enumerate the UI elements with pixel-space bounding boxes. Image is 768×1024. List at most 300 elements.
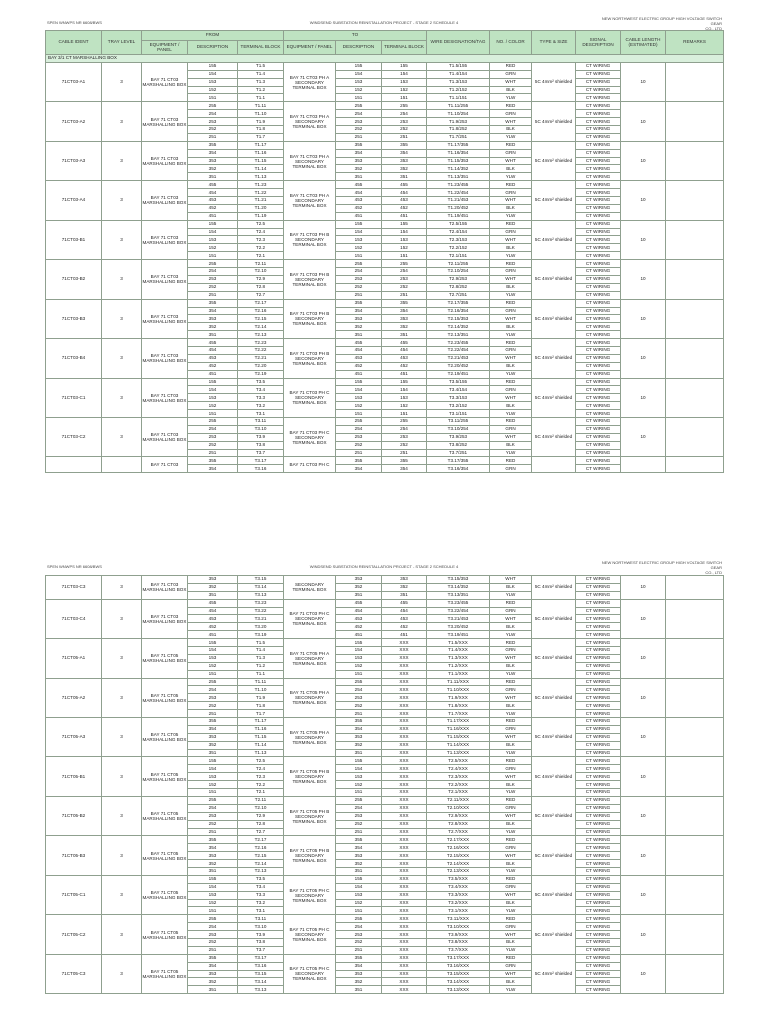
from-terminal-block: T3.3 — [238, 394, 284, 402]
wire-color: GRN — [490, 923, 532, 931]
wire-designation: T3.7/XXX — [427, 946, 490, 954]
from-terminal-block: T3.13 — [238, 986, 284, 994]
from-terminal-block: T3.16 — [238, 465, 284, 473]
cable-length: 10 — [621, 718, 666, 757]
wire-designation: T2.4/154 — [427, 228, 490, 236]
cable-ident: 71CT03-C3 — [46, 576, 102, 600]
signal-description: CT WIRING — [576, 576, 621, 584]
col-tray-level: TRAY LEVEL — [102, 31, 142, 55]
signal-description: CT WIRING — [576, 133, 621, 141]
remarks — [666, 718, 724, 757]
wire-color: YLW — [490, 749, 532, 757]
to-terminal-block: 255 — [382, 260, 427, 268]
wire-designation: T3.23/455 — [427, 599, 490, 607]
wire-color: RED — [490, 796, 532, 804]
to-equipment: BAY 71 CT05 PH A SECONDARY TERMINAL BOX — [284, 639, 336, 678]
wire-designation: T1.5/XXX — [427, 639, 490, 647]
signal-description: CT WIRING — [576, 654, 621, 662]
to-description: 251 — [336, 828, 382, 836]
table-row — [46, 836, 724, 844]
from-equipment: BAY 71 CT03 MARSHALLING BOX — [142, 62, 188, 101]
to-terminal-block: XXX — [382, 812, 427, 820]
wire-color: WHT — [490, 78, 532, 86]
from-terminal-block: T3.5 — [238, 378, 284, 386]
signal-description: CT WIRING — [576, 623, 621, 631]
to-description: 151 — [336, 252, 382, 260]
wire-color: WHT — [490, 773, 532, 781]
signal-description: CT WIRING — [576, 102, 621, 110]
signal-description: CT WIRING — [576, 370, 621, 378]
wire-designation: T2.9/XXX — [427, 812, 490, 820]
to-terminal-block: XXX — [382, 836, 427, 844]
table-body — [46, 55, 724, 473]
cable-length: 10 — [621, 954, 666, 993]
wire-color: YLW — [490, 291, 532, 299]
from-terminal-block: T3.19 — [238, 631, 284, 639]
to-terminal-block: XXX — [382, 757, 427, 765]
to-terminal-block: XXX — [382, 796, 427, 804]
from-terminal-block: T1.4 — [238, 70, 284, 78]
to-description: 153 — [336, 394, 382, 402]
to-terminal-block: XXX — [382, 820, 427, 828]
type-size: 5C 4mm² shielded — [532, 875, 576, 914]
to-description: 453 — [336, 354, 382, 362]
tray-level: 3 — [102, 757, 142, 796]
from-description: 152 — [188, 662, 238, 670]
from-equipment: BAY 71 CT03 MARSHALLING BOX — [142, 260, 188, 299]
from-terminal-block: T2.17 — [238, 299, 284, 307]
wire-designation: T2.2/XXX — [427, 781, 490, 789]
from-terminal-block: T2.7 — [238, 828, 284, 836]
from-terminal-block: T1.3 — [238, 654, 284, 662]
wire-designation: T2.1/XXX — [427, 789, 490, 797]
wire-color: GRN — [490, 844, 532, 852]
remarks — [666, 141, 724, 180]
signal-description: CT WIRING — [576, 339, 621, 347]
from-terminal-block: T3.21 — [238, 615, 284, 623]
wire-color: YLW — [490, 946, 532, 954]
wire-designation: T2.13/XXX — [427, 867, 490, 875]
from-description: 153 — [188, 236, 238, 244]
tray-level — [102, 457, 142, 473]
from-terminal-block: T3.3 — [238, 891, 284, 899]
from-terminal-block: T2.4 — [238, 228, 284, 236]
wire-designation: T2.11/255 — [427, 260, 490, 268]
wire-designation: T3.17/355 — [427, 457, 490, 465]
from-description: 155 — [188, 62, 238, 70]
wire-designation: T2.13/351 — [427, 331, 490, 339]
type-size: 5C 4mm² shielded — [532, 62, 576, 101]
from-description: 253 — [188, 931, 238, 939]
wire-color: GRN — [490, 268, 532, 276]
wire-designation: T2.5/XXX — [427, 757, 490, 765]
to-description: 454 — [336, 189, 382, 197]
wire-designation: T1.17/355 — [427, 141, 490, 149]
from-description: 354 — [188, 149, 238, 157]
from-description: 353 — [188, 970, 238, 978]
to-description: 255 — [336, 417, 382, 425]
from-description: 453 — [188, 615, 238, 623]
wire-color: WHT — [490, 197, 532, 205]
wire-color: WHT — [490, 433, 532, 441]
wire-color: BLK — [490, 623, 532, 631]
to-description: 155 — [336, 639, 382, 647]
wire-color: BLK — [490, 820, 532, 828]
from-terminal-block: T3.9 — [238, 931, 284, 939]
from-terminal-block: T2.15 — [238, 852, 284, 860]
from-description: 352 — [188, 978, 238, 986]
from-description: 255 — [188, 796, 238, 804]
to-description: 453 — [336, 615, 382, 623]
wire-color: RED — [490, 757, 532, 765]
to-terminal-block: XXX — [382, 860, 427, 868]
to-description: 151 — [336, 94, 382, 102]
signal-description: CT WIRING — [576, 354, 621, 362]
col-wire-designation: WIRE DESIGNATION/TAG — [427, 31, 490, 55]
wire-color: BLK — [490, 86, 532, 94]
cable-ident: 71CT03-B1 — [46, 220, 102, 259]
to-terminal-block: 355 — [382, 141, 427, 149]
to-equipment: BAY 71 CT03 PH A SECONDARY TERMINAL BOX — [284, 102, 336, 141]
wire-color: YLW — [490, 710, 532, 718]
to-description: 353 — [336, 852, 382, 860]
wire-color: GRN — [490, 228, 532, 236]
from-equipment: BAY 71 CT05 MARSHALLING BOX — [142, 954, 188, 993]
to-terminal-block: 452 — [382, 362, 427, 370]
from-description: 352 — [188, 323, 238, 331]
tray-level: 3 — [102, 220, 142, 259]
to-description: 453 — [336, 197, 382, 205]
from-description: 253 — [188, 118, 238, 126]
signal-description: CT WIRING — [576, 417, 621, 425]
wire-color: GRN — [490, 647, 532, 655]
signal-description: CT WIRING — [576, 394, 621, 402]
wire-color: RED — [490, 299, 532, 307]
to-description: 452 — [336, 623, 382, 631]
cable-ident: 71CT03-C2 — [46, 417, 102, 456]
to-description: 254 — [336, 425, 382, 433]
to-description: 154 — [336, 70, 382, 78]
from-terminal-block: T1.2 — [238, 662, 284, 670]
wire-color: YLW — [490, 591, 532, 599]
to-description: 155 — [336, 378, 382, 386]
from-terminal-block: T3.4 — [238, 386, 284, 394]
wire-designation: T1.14/XXX — [427, 741, 490, 749]
from-description: 351 — [188, 331, 238, 339]
wire-designation: T2.9/253 — [427, 275, 490, 283]
to-terminal-block: XXX — [382, 962, 427, 970]
to-terminal-block: 353 — [382, 576, 427, 584]
to-terminal-block: 455 — [382, 599, 427, 607]
signal-description: CT WIRING — [576, 110, 621, 118]
from-equipment: BAY 71 CT05 MARSHALLING BOX — [142, 639, 188, 678]
cable-ident: 71CT03-C4 — [46, 599, 102, 638]
to-equipment: BAY 71 CT03 PH A SECONDARY TERMINAL BOX — [284, 62, 336, 101]
signal-description: CT WIRING — [576, 591, 621, 599]
wire-designation: T2.3/XXX — [427, 773, 490, 781]
from-description: 255 — [188, 102, 238, 110]
from-equipment: BAY 71 CT05 MARSHALLING BOX — [142, 875, 188, 914]
from-equipment: BAY 71 CT03 MARSHALLING BOX — [142, 599, 188, 638]
from-equipment: BAY 71 CT03 MARSHALLING BOX — [142, 417, 188, 456]
tray-level: 3 — [102, 181, 142, 220]
to-equipment: BAY 71 CT03 PH B SECONDARY TERMINAL BOX — [284, 220, 336, 259]
remarks — [666, 796, 724, 835]
from-description: 155 — [188, 378, 238, 386]
cable-ident: 71CT03-B3 — [46, 299, 102, 338]
cable-length: 10 — [621, 796, 666, 835]
wire-color: RED — [490, 102, 532, 110]
to-terminal-block: 352 — [382, 165, 427, 173]
wire-designation: T2.1/151 — [427, 252, 490, 260]
from-description: 151 — [188, 252, 238, 260]
signal-description: CT WIRING — [576, 141, 621, 149]
wire-designation: T3.8/252 — [427, 441, 490, 449]
signal-description: CT WIRING — [576, 331, 621, 339]
from-equipment: BAY 71 CT05 MARSHALLING BOX — [142, 915, 188, 954]
to-equipment: BAY 71 CT05 PH B SECONDARY TERMINAL BOX — [284, 836, 336, 875]
cable-ident: 71CT03-B2 — [46, 260, 102, 299]
wire-color: GRN — [490, 804, 532, 812]
remarks — [666, 836, 724, 875]
from-description: 151 — [188, 789, 238, 797]
from-description: 353 — [188, 576, 238, 584]
from-description: 454 — [188, 189, 238, 197]
to-description: 254 — [336, 923, 382, 931]
from-terminal-block: T3.11 — [238, 915, 284, 923]
from-terminal-block: T2.8 — [238, 283, 284, 291]
signal-description: CT WIRING — [576, 149, 621, 157]
type-size: 5C 4mm² shielded — [532, 836, 576, 875]
wire-designation: T3.5/XXX — [427, 875, 490, 883]
wire-color: YLW — [490, 867, 532, 875]
from-description: 353 — [188, 315, 238, 323]
from-terminal-block: T1.14 — [238, 165, 284, 173]
signal-description: CT WIRING — [576, 867, 621, 875]
to-description: 254 — [336, 110, 382, 118]
header-company: NEW NORTHWEST ELECTRIC GROUP HIGH VOLTAGE SWITCH GEAR CO., LTD — [601, 560, 722, 575]
to-terminal-block: 251 — [382, 291, 427, 299]
wire-color: RED — [490, 141, 532, 149]
group-to: TO — [284, 31, 427, 41]
to-terminal-block: 253 — [382, 275, 427, 283]
from-description: 354 — [188, 962, 238, 970]
wire-color: YLW — [490, 133, 532, 141]
wire-designation: T1.21/453 — [427, 197, 490, 205]
to-description: 351 — [336, 749, 382, 757]
remarks — [666, 62, 724, 101]
to-terminal-block: XXX — [382, 946, 427, 954]
type-size: 5C 4mm² shielded — [532, 915, 576, 954]
wire-color: RED — [490, 339, 532, 347]
signal-description: CT WIRING — [576, 410, 621, 418]
wire-designation: T2.7/XXX — [427, 828, 490, 836]
cable-ident: 71CT05-B3 — [46, 836, 102, 875]
to-description: 352 — [336, 165, 382, 173]
from-terminal-block: T2.16 — [238, 844, 284, 852]
to-description: 455 — [336, 181, 382, 189]
remarks — [666, 220, 724, 259]
to-terminal-block: XXX — [382, 970, 427, 978]
signal-description: CT WIRING — [576, 647, 621, 655]
from-terminal-block: T1.8 — [238, 702, 284, 710]
table-row — [46, 181, 724, 189]
wire-designation: T3.15/353 — [427, 576, 490, 584]
wire-color: RED — [490, 836, 532, 844]
tray-level: 3 — [102, 915, 142, 954]
type-size — [532, 457, 576, 473]
to-description: 152 — [336, 402, 382, 410]
to-description: 352 — [336, 741, 382, 749]
to-terminal-block: 351 — [382, 173, 427, 181]
cable-ident: 71CT05-A3 — [46, 718, 102, 757]
type-size: 5C 4mm² shielded — [532, 417, 576, 456]
signal-description: CT WIRING — [576, 836, 621, 844]
from-description: 354 — [188, 465, 238, 473]
signal-description: CT WIRING — [576, 402, 621, 410]
from-terminal-block: T3.2 — [238, 899, 284, 907]
wire-color: WHT — [490, 852, 532, 860]
from-description: 252 — [188, 126, 238, 134]
wire-designation: T2.2/152 — [427, 244, 490, 252]
from-description: 451 — [188, 212, 238, 220]
to-description: 252 — [336, 820, 382, 828]
signal-description: CT WIRING — [576, 773, 621, 781]
cable-ident: 71CT03-A4 — [46, 181, 102, 220]
tray-level: 3 — [102, 836, 142, 875]
from-description: 451 — [188, 370, 238, 378]
from-terminal-block: T3.8 — [238, 441, 284, 449]
to-description: 154 — [336, 647, 382, 655]
from-description: 152 — [188, 781, 238, 789]
wire-designation: T3.1/XXX — [427, 907, 490, 915]
from-terminal-block: T1.13 — [238, 749, 284, 757]
from-description: 355 — [188, 836, 238, 844]
from-description: 355 — [188, 141, 238, 149]
from-terminal-block: T2.1 — [238, 789, 284, 797]
signal-description: CT WIRING — [576, 883, 621, 891]
signal-description: CT WIRING — [576, 733, 621, 741]
to-description: 154 — [336, 228, 382, 236]
wire-designation: T2.4/XXX — [427, 765, 490, 773]
to-terminal-block: XXX — [382, 639, 427, 647]
signal-description: CT WIRING — [576, 283, 621, 291]
from-description: 152 — [188, 402, 238, 410]
to-equipment: BAY 71 CT05 PH A SECONDARY TERMINAL BOX — [284, 678, 336, 717]
to-description: 153 — [336, 78, 382, 86]
to-terminal-block: 154 — [382, 228, 427, 236]
from-terminal-block: T2.7 — [238, 291, 284, 299]
signal-description: CT WIRING — [576, 765, 621, 773]
col-from-equipment: EQUIPMENT / PANEL — [142, 41, 188, 55]
to-description: 152 — [336, 899, 382, 907]
from-description: 252 — [188, 938, 238, 946]
to-description: 451 — [336, 370, 382, 378]
wire-color: YLW — [490, 252, 532, 260]
from-terminal-block: T2.11 — [238, 260, 284, 268]
to-description: 153 — [336, 773, 382, 781]
wire-designation: T2.11/XXX — [427, 796, 490, 804]
signal-description: CT WIRING — [576, 244, 621, 252]
from-description: 251 — [188, 946, 238, 954]
from-equipment: BAY 71 CT03 MARSHALLING BOX — [142, 299, 188, 338]
to-terminal-block: XXX — [382, 765, 427, 773]
to-description: 252 — [336, 938, 382, 946]
cable-ident: 71CT05-C1 — [46, 875, 102, 914]
wire-designation: T1.7/251 — [427, 133, 490, 141]
signal-description: CT WIRING — [576, 686, 621, 694]
tray-level: 3 — [102, 299, 142, 338]
signal-description: CT WIRING — [576, 718, 621, 726]
to-description: 354 — [336, 465, 382, 473]
type-size: 5C 4mm² shielded — [532, 339, 576, 378]
signal-description: CT WIRING — [576, 126, 621, 134]
from-terminal-block: T3.11 — [238, 417, 284, 425]
wire-color: GRN — [490, 607, 532, 615]
to-description: 154 — [336, 765, 382, 773]
from-description: 351 — [188, 749, 238, 757]
remarks — [666, 954, 724, 993]
to-terminal-block: XXX — [382, 891, 427, 899]
from-equipment: BAY 71 CT03 MARSHALLING BOX — [142, 181, 188, 220]
table-row — [46, 457, 724, 465]
to-description: 355 — [336, 836, 382, 844]
from-terminal-block: T1.13 — [238, 173, 284, 181]
wire-color: RED — [490, 378, 532, 386]
to-description: 154 — [336, 386, 382, 394]
signal-description: CT WIRING — [576, 465, 621, 473]
from-terminal-block: T1.14 — [238, 741, 284, 749]
wire-color: BLK — [490, 402, 532, 410]
cable-length: 10 — [621, 220, 666, 259]
to-terminal-block: XXX — [382, 694, 427, 702]
to-equipment: BAY 71 CT03 PH B SECONDARY TERMINAL BOX — [284, 260, 336, 299]
signal-description: CT WIRING — [576, 891, 621, 899]
wire-color: YLW — [490, 94, 532, 102]
to-terminal-block: 455 — [382, 181, 427, 189]
from-description: 452 — [188, 204, 238, 212]
to-terminal-block: XXX — [382, 899, 427, 907]
wire-designation: T2.16/XXX — [427, 844, 490, 852]
to-description: 354 — [336, 307, 382, 315]
from-terminal-block: T3.17 — [238, 954, 284, 962]
tray-level: 3 — [102, 875, 142, 914]
from-description: 155 — [188, 639, 238, 647]
from-equipment: BAY 71 CT03 MARSHALLING BOX — [142, 576, 188, 600]
from-description: 454 — [188, 607, 238, 615]
remarks — [666, 757, 724, 796]
from-terminal-block: T1.23 — [238, 181, 284, 189]
to-terminal-block: XXX — [382, 844, 427, 852]
to-description: 151 — [336, 907, 382, 915]
tray-level: 3 — [102, 599, 142, 638]
from-equipment: BAY 71 CT05 MARSHALLING BOX — [142, 757, 188, 796]
cable-length: 10 — [621, 62, 666, 101]
to-description: 353 — [336, 576, 382, 584]
from-description: 355 — [188, 457, 238, 465]
from-terminal-block: T1.15 — [238, 733, 284, 741]
signal-description: CT WIRING — [576, 749, 621, 757]
to-terminal-block: 153 — [382, 394, 427, 402]
cable-length: 10 — [621, 260, 666, 299]
to-description: 155 — [336, 62, 382, 70]
wire-designation: T3.19/451 — [427, 631, 490, 639]
to-terminal-block: 252 — [382, 126, 427, 134]
type-size: 5C 4mm² shielded — [532, 718, 576, 757]
from-terminal-block: T1.10 — [238, 686, 284, 694]
document-page-2 — [0, 560, 768, 1024]
from-description: 254 — [188, 425, 238, 433]
